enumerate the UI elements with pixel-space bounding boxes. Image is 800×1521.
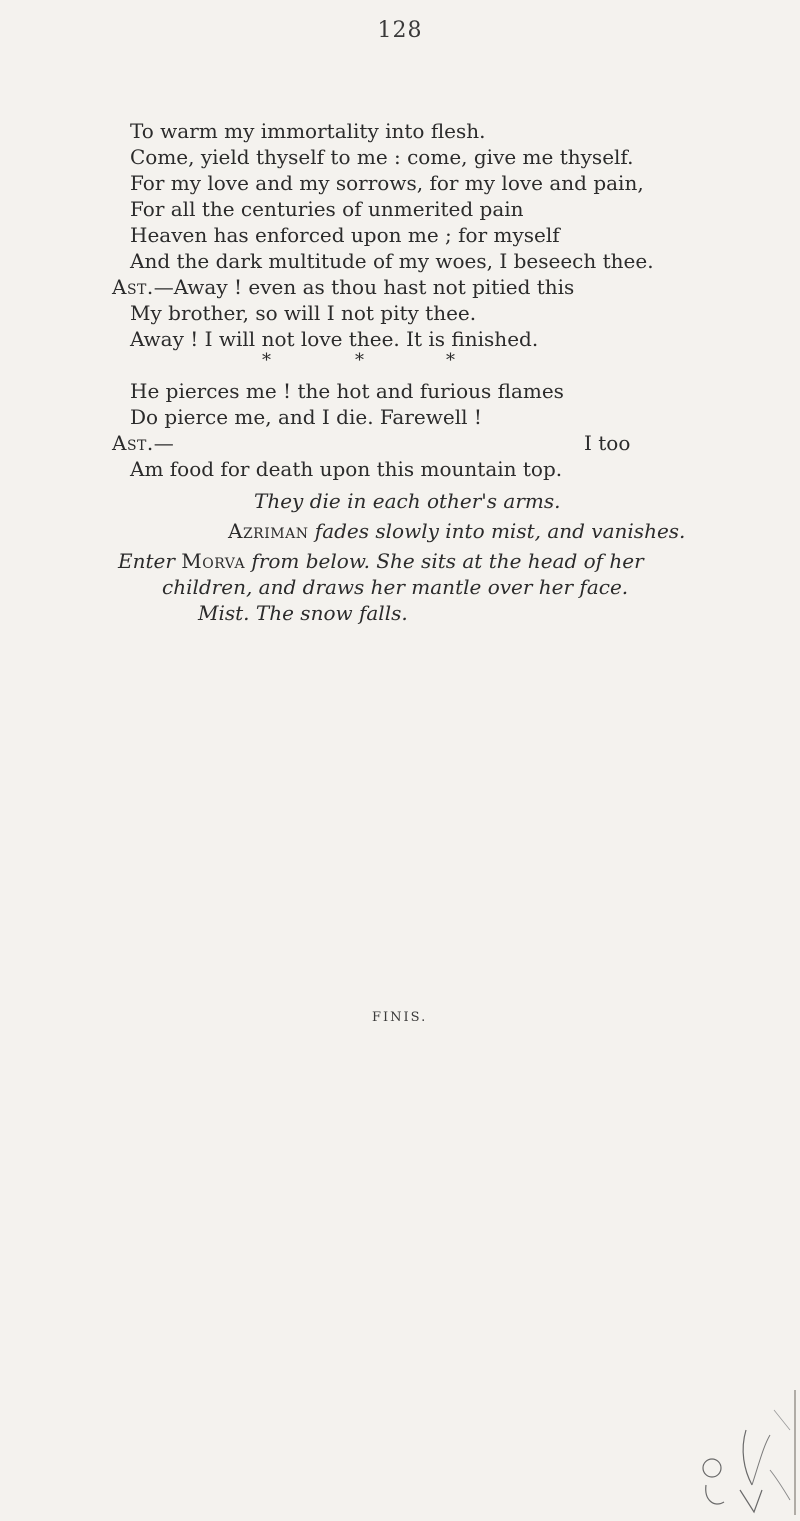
speech-ast-reply	[112, 430, 672, 456]
speech-ast-first-line	[112, 274, 574, 300]
stage-direction: They die in each other's arms.	[254, 489, 561, 513]
verse-line: Am food for death upon this mountain top.	[130, 457, 563, 481]
speaker-name: Ast.	[112, 431, 154, 455]
verse-line: He pierces me ! the hot and furious flames	[130, 379, 564, 403]
finis-label: FINIS.	[372, 1010, 428, 1025]
divider-star: *	[355, 350, 364, 371]
verse-line: Away ! I will not love thee. It is finished.	[130, 327, 539, 351]
verse-line: And the dark multitude of my woes, I beseech thee.	[130, 249, 654, 273]
speaker-name: Ast.	[112, 275, 154, 299]
verse-line: Heaven has enforced upon me ; for myself	[130, 223, 560, 247]
speech-dash: —	[153, 431, 174, 455]
stage-direction-text: fades slowly into mist, and vanishes.	[314, 519, 686, 543]
stage-direction: Mist. The snow falls.	[198, 601, 408, 625]
ink-flourish-mark	[700, 1390, 796, 1515]
stage-direction-text: Enter	[118, 549, 175, 573]
stage-direction-text: from below. She sits at the head of her	[251, 549, 644, 573]
stage-direction	[118, 548, 644, 574]
verse-line: To warm my immortality into flesh.	[130, 119, 486, 143]
divider-star: *	[446, 350, 455, 371]
verse-line: For my love and my sorrows, for my love and pain,	[130, 171, 644, 195]
verse-line: Do pierce me, and I die. Farewell !	[130, 405, 482, 429]
verse-line: Come, yield thyself to me : come, give me thyself.	[130, 145, 634, 169]
character-name: Azriman	[228, 519, 309, 543]
character-name: Morva	[181, 549, 246, 573]
divider-star: *	[262, 350, 271, 371]
page-number: 128	[377, 18, 423, 43]
speech-text: I too	[584, 431, 631, 455]
stage-direction	[228, 518, 685, 544]
speech-text: —Away ! even as thou hast not pitied this	[153, 275, 575, 299]
verse-line: My brother, so will I not pity thee.	[130, 301, 477, 325]
stage-direction: children, and draws her mantle over her face.	[162, 575, 629, 599]
verse-line: For all the centuries of unmerited pain	[130, 197, 524, 221]
